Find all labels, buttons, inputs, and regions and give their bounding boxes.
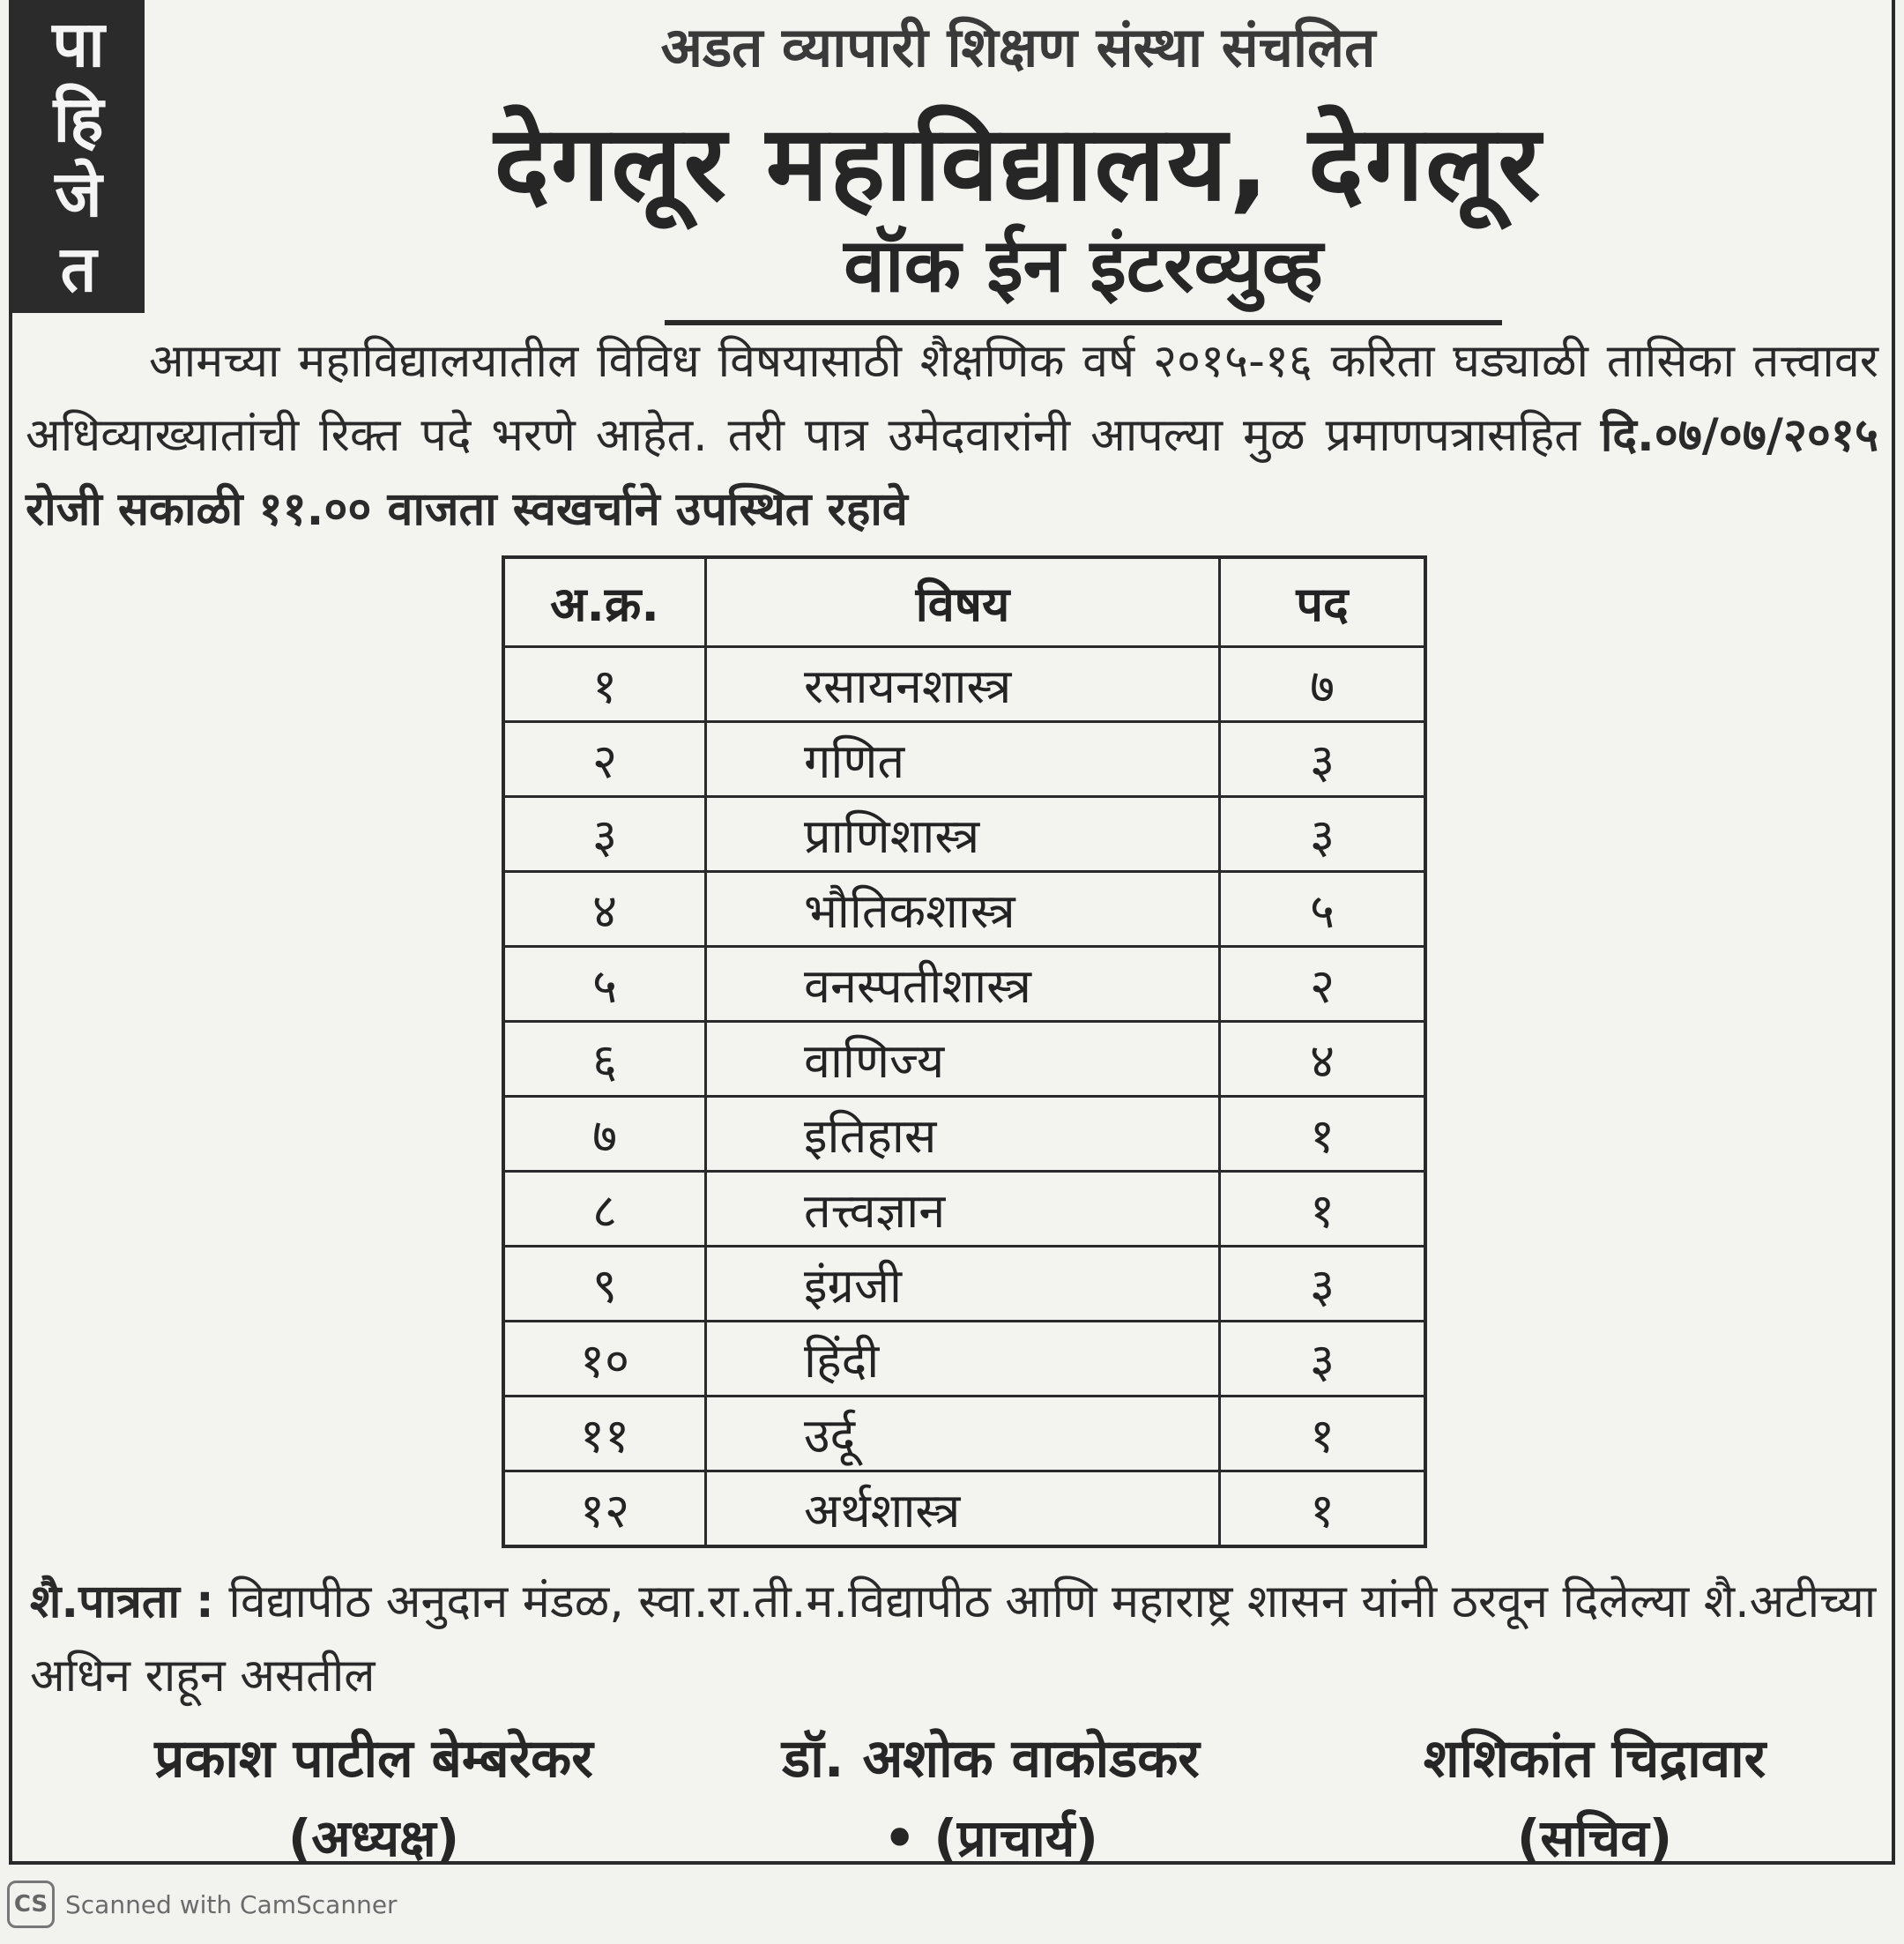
header-subject: विषय (705, 557, 1219, 647)
eligibility-note (30, 1565, 1878, 1713)
walk-in-heading: वॉक ईन इंटरव्युव्ह (665, 212, 1502, 325)
subject-cell: वनस्पतीशास्त्र (705, 947, 1219, 1022)
scanner-watermark (7, 1878, 398, 1931)
posts-cell: ३ (1220, 1322, 1425, 1397)
posts-table (502, 555, 1427, 1548)
serial-cell: ७ (503, 1097, 705, 1172)
table-row (503, 647, 1425, 722)
signatory-principal (718, 1719, 1264, 1878)
subject-cell: तत्त्वज्ञान (705, 1172, 1219, 1247)
intro-date-line: दि.०७/०७/२०१५ रोजी सकाळी ११.०० वाजता स्वखर्चाने उपस्थित रहावे (26, 409, 1878, 536)
serial-cell: ९ (503, 1247, 705, 1322)
signatory-president (92, 1719, 656, 1878)
serial-cell: १२ (503, 1471, 705, 1547)
side-tag (12, 0, 145, 313)
table-row (503, 1097, 1425, 1172)
subject-cell: गणित (705, 722, 1219, 797)
side-tag-letter: जे (55, 156, 102, 231)
serial-cell: ४ (503, 872, 705, 947)
serial-cell: १० (503, 1322, 705, 1397)
posts-cell: २ (1220, 947, 1425, 1022)
intro-paragraph (26, 324, 1878, 547)
signatory-role: • (प्राचार्य) (883, 1808, 1098, 1868)
subject-cell: अर्थशास्त्र (705, 1471, 1219, 1547)
header-serial: अ.क्र. (503, 557, 705, 647)
posts-cell: ४ (1220, 1022, 1425, 1097)
posts-cell: ३ (1220, 1247, 1425, 1322)
table-row (503, 947, 1425, 1022)
posts-cell: १ (1220, 1097, 1425, 1172)
signatory-name: शशिकांत चिद्रावार (1423, 1728, 1766, 1790)
side-tag-letter: त (60, 231, 97, 306)
camscanner-icon: CS (7, 1881, 55, 1928)
serial-cell: ८ (503, 1172, 705, 1247)
table-row (503, 1172, 1425, 1247)
posts-cell: ७ (1220, 647, 1425, 722)
subject-cell: प्राणिशास्त्र (705, 797, 1219, 872)
subject-cell: उर्दू (705, 1397, 1219, 1471)
table-row (503, 722, 1425, 797)
table-row (503, 1322, 1425, 1397)
eligibility-label: शै.पात्रता : (30, 1575, 214, 1628)
subject-cell: इतिहास (705, 1097, 1219, 1172)
posts-cell: ५ (1220, 872, 1425, 947)
serial-cell: २ (503, 722, 705, 797)
table-row (503, 872, 1425, 947)
serial-cell: ३ (503, 797, 705, 872)
table-row (503, 1247, 1425, 1322)
serial-cell: १ (503, 647, 705, 722)
posts-cell: १ (1220, 1471, 1425, 1547)
serial-cell: ११ (503, 1397, 705, 1471)
header-posts: पद (1220, 557, 1425, 647)
subject-cell: इंग्रजी (705, 1247, 1219, 1322)
subject-cell: हिंदी (705, 1322, 1219, 1397)
subject-cell: वाणिज्य (705, 1022, 1219, 1097)
posts-cell: १ (1220, 1172, 1425, 1247)
signatory-role: (अध्यक्ष) (287, 1808, 460, 1868)
posts-cell: १ (1220, 1397, 1425, 1471)
table-row (503, 1022, 1425, 1097)
table-row (503, 797, 1425, 872)
serial-cell: ६ (503, 1022, 705, 1097)
signatory-secretary (1343, 1719, 1846, 1878)
subject-cell: भौतिकशास्त्र (705, 872, 1219, 947)
table-header-row (503, 557, 1425, 647)
posts-cell: ३ (1220, 722, 1425, 797)
signatory-name: डॉ. अशोक वाकोडकर (782, 1728, 1200, 1790)
posts-cell: ३ (1220, 797, 1425, 872)
organization-line: अडत व्यापारी शिक्षण संस्था संचलित (660, 15, 1376, 79)
side-tag-letter: हि (53, 82, 104, 157)
eligibility-text: विद्यापीठ अनुदान मंडळ, स्वा.रा.ती.म.विद्यापीठ आणि महाराष्ट्र शासन यांनी ठरवून दिलेल्या शै.अटीच्या अधिन राहून असतील (30, 1575, 1877, 1702)
advertisement (9, 0, 1895, 1868)
college-title: देगलूर महाविद्यालय, देगलूर (494, 102, 1543, 224)
side-tag-letter: पा (52, 7, 105, 82)
serial-cell: ५ (503, 947, 705, 1022)
signatory-role: (सचिव) (1516, 1808, 1673, 1868)
table-row (503, 1397, 1425, 1471)
intro-text: आमच्या महाविद्यालयातील विविध विषयासाठी शैक्षणिक वर्ष २०१५-१६ करिता घड्याळी तासिका तत्त्वावर अधिव्याख्यातांची रिक्त पदे भरणे आहेत. तरी पात्र उमेदवारांनी आपल्या मुळ प्रमाणपत्रासहित (26, 335, 1878, 462)
scanner-text: Scanned with CamScanner (65, 1889, 398, 1919)
signatory-name: प्रकाश पाटील बेम्बरेकर (154, 1728, 593, 1790)
subject-cell: रसायनशास्त्र (705, 647, 1219, 722)
table-row (503, 1471, 1425, 1547)
